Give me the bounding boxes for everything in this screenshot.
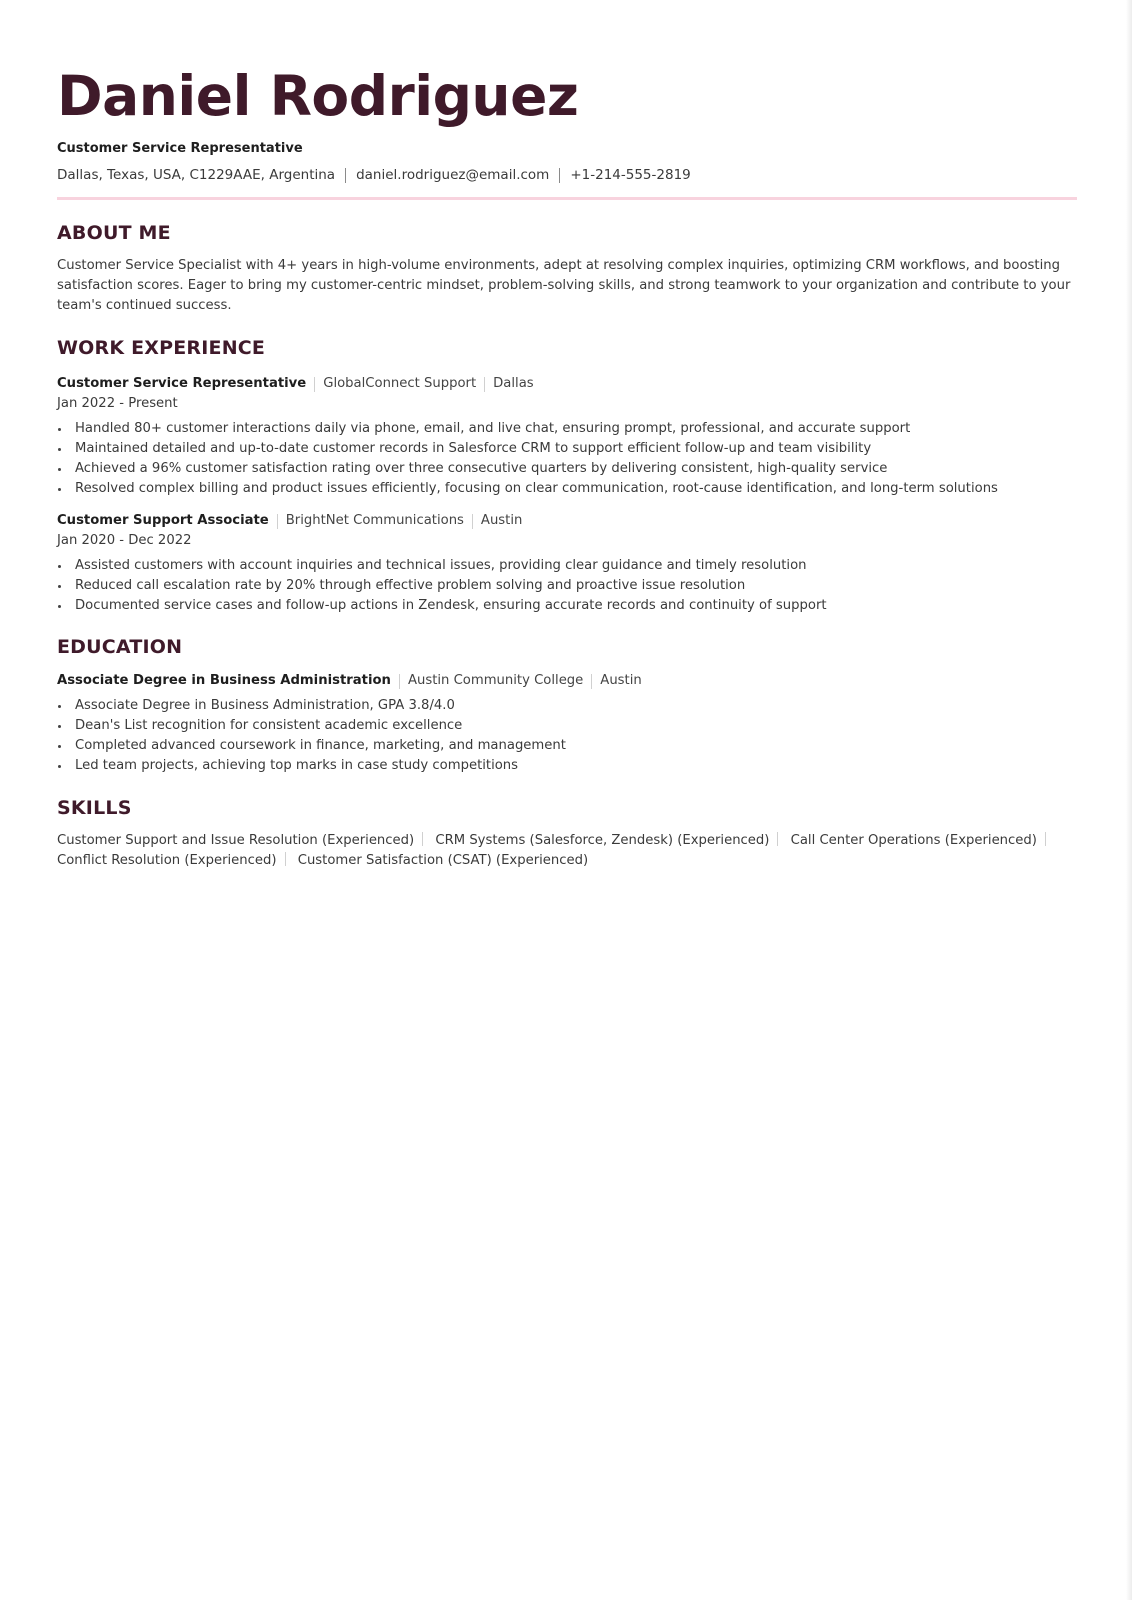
education-bullet: Completed advanced coursework in finance, marketing, and management [57,736,1077,756]
education-bullet: Associate Degree in Business Administration, GPA 3.8/4.0 [57,696,1077,716]
work-bullet: Handled 80+ customer interactions daily via phone, email, and live chat, ensuring prompt, professional, and accurate support [57,419,1077,439]
contact-line [57,165,1077,185]
work-bullets [57,556,1077,616]
work-entry-header [57,511,1077,531]
work-bullet: Maintained detailed and up-to-date customer records in Salesforce CRM to support efficient follow-up and team visibility [57,439,1077,459]
work-bullet: Achieved a 96% customer satisfaction rating over three consecutive quarters by delivering consistent, high-quality service [57,459,1077,479]
field-separator [399,674,400,689]
skill-item: Customer Satisfaction (CSAT) (Experienced) [297,853,589,868]
skills-list [57,831,1057,871]
work-company: BrightNet Communications [285,513,464,528]
work-dates: Jan 2022 - Present [57,396,178,411]
field-separator [591,674,592,689]
work-bullet: Resolved complex billing and product issues efficiently, focusing on clear communication, root-cause identification, and long-term solutions [57,479,1077,499]
field-separator [314,377,315,392]
skills-heading: SKILLS [57,797,132,819]
about-text: Customer Service Specialist with 4+ years in high-volume environments, adept at resolving complex inquiries, optimizing CRM workflows, and boosting satisfaction scores. Eager to bring my customer-centric mindset, problem-solving skills, and strong teamwork to your organization and contribute to your team's continued success. [57,258,1071,313]
skill-item: Call Center Operations (Experienced) [790,833,1037,848]
skill-item: Conflict Resolution (Experienced) [57,853,277,868]
education-location: Austin [600,673,642,688]
work-location: Dallas [493,376,534,391]
work-bullet: Assisted customers with account inquiries and technical issues, providing clear guidance and timely resolution [57,556,1077,576]
education-entry [57,671,1077,776]
work-bullet: Reduced call escalation rate by 20% through effective problem solving and proactive issue resolution [57,576,1077,596]
candidate-name: Daniel Rodriguez [57,64,579,128]
page-edge-shadow [1126,0,1132,1600]
skill-separator [1045,832,1046,846]
work-company: GlobalConnect Support [323,376,477,391]
education-entry-header [57,671,1077,691]
field-separator [484,377,485,392]
work-dates: Jan 2020 - Dec 2022 [57,533,192,548]
skills-section [57,796,1077,871]
education-degree: Associate Degree in Business Administration [57,673,391,688]
contact-email[interactable]: daniel.rodriguez@email.com [356,167,550,183]
work-heading: WORK EXPERIENCE [57,337,266,359]
header-divider [57,197,1077,200]
work-role: Customer Service Representative [57,376,307,391]
education-bullet: Dean's List recognition for consistent academic excellence [57,716,1077,736]
skill-item: Customer Support and Issue Resolution (Experienced) [57,833,415,848]
education-section [57,635,1077,776]
contact-location: Dallas, Texas, USA, C1229AAE, Argentina [57,167,336,183]
contact-separator [559,168,560,183]
field-separator [277,514,278,529]
work-role: Customer Support Associate [57,513,269,528]
resume-header [57,60,1077,200]
skill-separator [422,832,423,846]
work-location: Austin [480,513,523,528]
resume-page [57,60,1077,871]
work-section [57,336,1077,616]
education-bullet: Led team projects, achieving top marks in case study competitions [57,756,1077,776]
contact-phone[interactable]: +1-214-555-2819 [570,167,691,183]
skill-item: CRM Systems (Salesforce, Zendesk) (Experienced) [435,833,770,848]
work-entry-header [57,374,1077,394]
skill-separator [777,832,778,846]
education-bullets [57,696,1077,776]
about-section [57,221,1077,316]
work-bullets [57,419,1077,499]
work-bullet: Documented service cases and follow-up actions in Zendesk, ensuring accurate records and continuity of support [57,596,1077,616]
about-heading: ABOUT ME [57,222,171,244]
work-entry [57,374,1077,499]
field-separator [472,514,473,529]
skill-separator [285,852,286,866]
work-entry [57,511,1077,616]
candidate-title: Customer Service Representative [57,141,303,156]
education-school: Austin Community College [407,673,584,688]
education-heading: EDUCATION [57,636,183,658]
contact-separator [345,168,346,183]
